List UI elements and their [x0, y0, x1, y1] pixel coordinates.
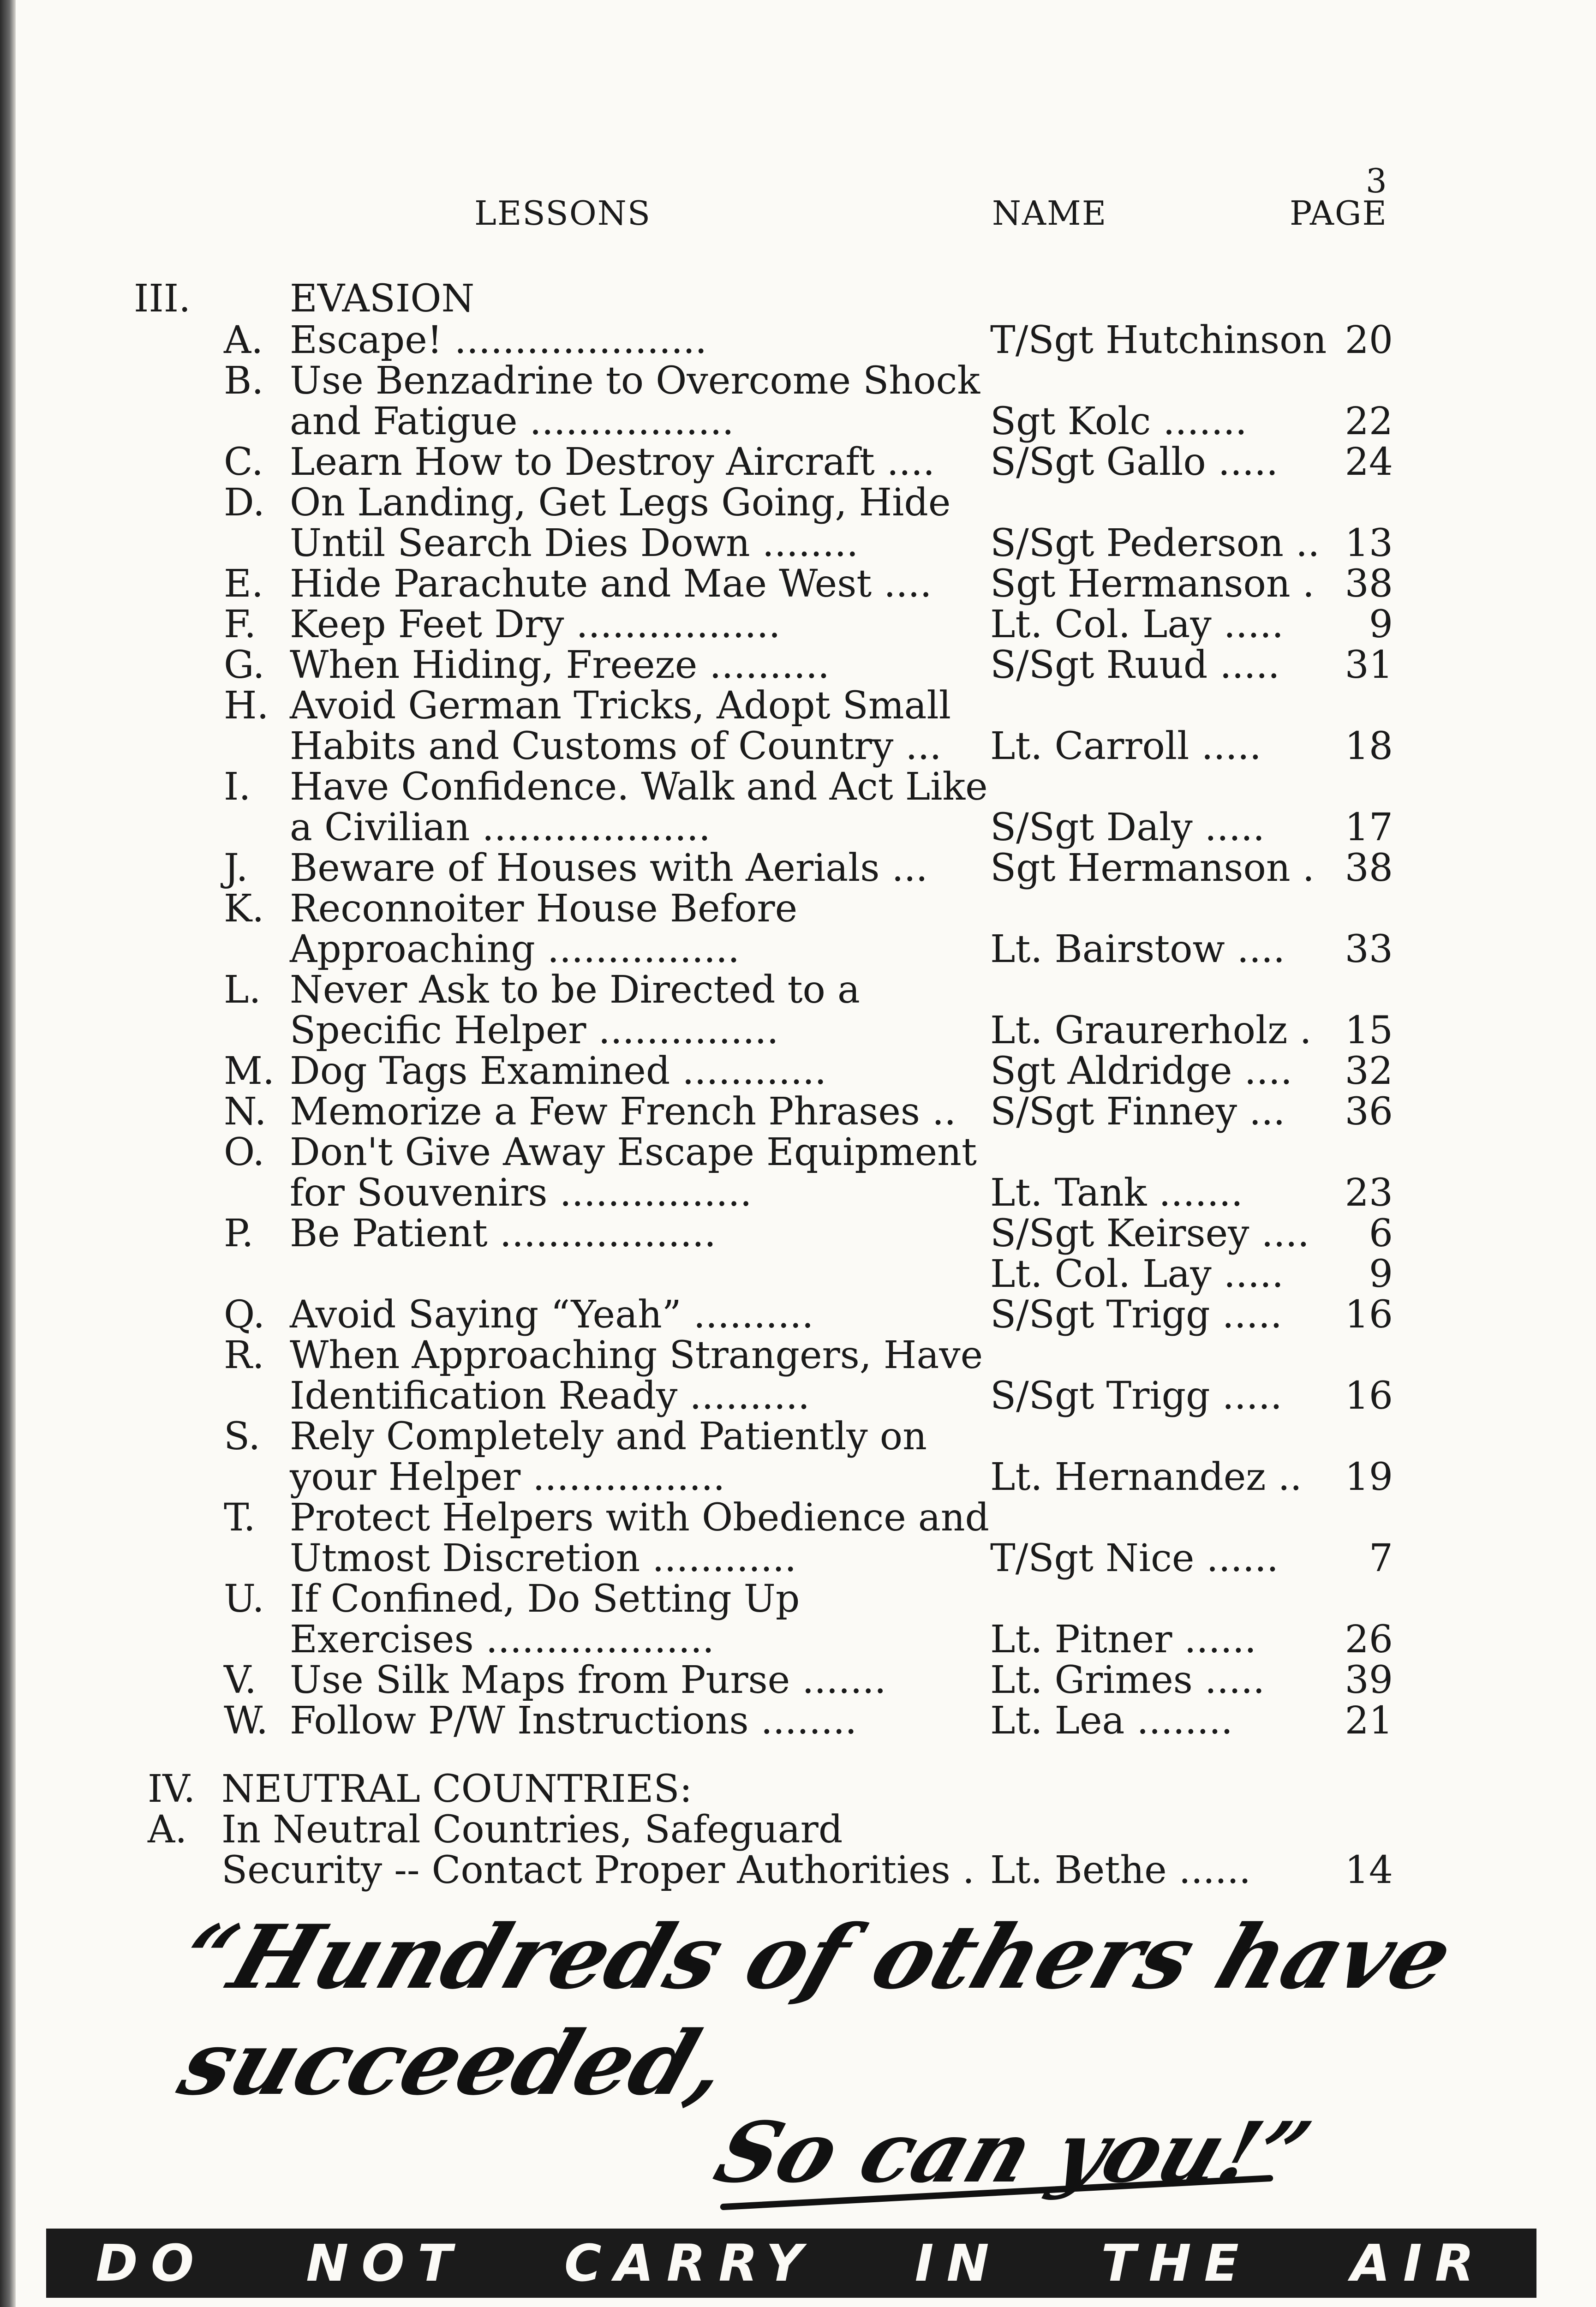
lesson-page: 38 [1345, 846, 1393, 890]
lesson-letter: J. [224, 846, 248, 890]
lesson-letter: A. [148, 1808, 187, 1852]
lesson-line [0, 806, 1596, 849]
lesson-title: Approaching ................ [290, 927, 740, 971]
lesson-title: In Neutral Countries, Safeguard [221, 1808, 843, 1852]
section-3-numeral: III. [134, 277, 191, 321]
banner-word: THE [1101, 2234, 1252, 2293]
lesson-line [0, 1536, 1596, 1580]
lesson-author: Lt. Pitner ...... [990, 1618, 1256, 1662]
lesson-author: S/Sgt Ruud ..... [990, 643, 1280, 687]
lesson-page: 26 [1345, 1618, 1393, 1662]
lesson-author: Lt. Bairstow .... [990, 927, 1285, 971]
lesson-author: Sgt Kolc ....... [990, 400, 1247, 443]
lesson-title: Hide Parachute and Mae West .... [290, 562, 932, 606]
lesson-line [0, 1699, 1596, 1743]
lesson-page: 7 [1369, 1536, 1393, 1580]
lesson-title: Be Patient .................. [290, 1212, 716, 1255]
lesson-author: S/Sgt Trigg ..... [990, 1374, 1282, 1418]
lesson-page: 22 [1345, 400, 1393, 443]
lesson-title: Protect Helpers with Obedience and [290, 1496, 990, 1540]
lesson-author: Lt. Bethe ...... [990, 1848, 1251, 1892]
lesson-line [0, 1658, 1596, 1702]
lesson-line [0, 481, 1596, 525]
header-page: PAGE [1290, 194, 1387, 233]
lesson-line [0, 1049, 1596, 1093]
lesson-page: 9 [1369, 1252, 1393, 1296]
lesson-author: Sgt Hermanson . [990, 562, 1315, 606]
lesson-author: S/Sgt Daly ..... [990, 806, 1265, 849]
lesson-line [0, 643, 1596, 687]
banner-word: IN [915, 2234, 1002, 2293]
section-3-title: EVASION [290, 277, 475, 321]
lesson-author: Lt. Tank ....... [990, 1171, 1243, 1215]
lesson-line [0, 562, 1596, 606]
lesson-title: Utmost Discretion ............ [290, 1536, 797, 1580]
banner-word: DO [96, 2234, 207, 2293]
lesson-title: If Confined, Do Setting Up [290, 1577, 800, 1621]
lesson-letter: P. [224, 1212, 254, 1255]
motto-line-3: So can you!” [704, 2104, 1322, 2201]
lesson-line [0, 1212, 1596, 1255]
lesson-letter: O. [224, 1130, 265, 1174]
lesson-page: 31 [1345, 643, 1393, 687]
lesson-title: Avoid Saying “Yeah” .......... [290, 1293, 814, 1337]
lesson-letter: T. [224, 1496, 256, 1540]
section-4-numeral: IV. [148, 1767, 196, 1811]
lesson-line [0, 1455, 1596, 1499]
lesson-author: Lt. Hernandez .. [990, 1455, 1302, 1499]
warning-banner [46, 2229, 1536, 2298]
lesson-title: and Fatigue ................. [290, 400, 734, 443]
lesson-letter: W. [224, 1699, 269, 1743]
lesson-author: Lt. Carroll ..... [990, 724, 1261, 768]
lesson-author: Lt. Col. Lay ..... [990, 1252, 1284, 1296]
lesson-title: Memorize a Few French Phrases .. [290, 1090, 956, 1134]
lesson-title: Never Ask to be Directed to a [290, 968, 860, 1012]
lesson-page: 15 [1345, 1009, 1393, 1052]
banner-word: NOT [306, 2234, 465, 2293]
lesson-letter: R. [224, 1333, 264, 1377]
lesson-line [0, 400, 1596, 443]
lesson-letter: M. [224, 1049, 275, 1093]
lesson-line [0, 968, 1596, 1012]
lesson-letter: E. [224, 562, 263, 606]
lesson-letter: D. [224, 481, 265, 525]
lesson-title: Habits and Customs of Country ... [290, 724, 942, 768]
lesson-title: Exercises ................... [290, 1618, 714, 1662]
lesson-author: S/Sgt Pederson .. [990, 521, 1320, 565]
lesson-title: Use Benzadrine to Overcome Shock [290, 359, 980, 403]
lesson-author: Sgt Aldridge .... [990, 1049, 1292, 1093]
lesson-line [0, 1293, 1596, 1337]
header-lessons: LESSONS [474, 194, 652, 233]
lesson-author: S/Sgt Trigg ..... [990, 1293, 1282, 1337]
lesson-author: Lt. Lea ........ [990, 1699, 1233, 1743]
lesson-page: 33 [1345, 927, 1393, 971]
lesson-title: Identification Ready .......... [290, 1374, 810, 1418]
lesson-page: 16 [1345, 1293, 1393, 1337]
header-name: NAME [992, 194, 1107, 233]
lesson-title: Have Confidence. Walk and Act Like [290, 765, 988, 809]
lesson-author: Sgt Hermanson . [990, 846, 1315, 890]
lesson-letter: C. [224, 440, 263, 484]
lesson-line [0, 1090, 1596, 1134]
lesson-line [0, 765, 1596, 809]
lesson-title: Don't Give Away Escape Equipment [290, 1130, 977, 1174]
lesson-page: 24 [1345, 440, 1393, 484]
lesson-letter: U. [224, 1577, 264, 1621]
lesson-title: Specific Helper ............... [290, 1009, 779, 1052]
lesson-title: Dog Tags Examined ............ [290, 1049, 827, 1093]
lesson-line [0, 440, 1596, 484]
lesson-line [0, 1374, 1596, 1418]
lesson-letter: F. [224, 603, 257, 646]
lesson-page: 32 [1345, 1049, 1393, 1093]
motto-line-2: succeeded, [167, 2012, 742, 2115]
lesson-title: Reconnoiter House Before [290, 887, 798, 931]
lesson-title: your Helper ................ [290, 1455, 725, 1499]
lesson-line [0, 1415, 1596, 1458]
lesson-line [0, 318, 1596, 362]
lesson-letter: V. [224, 1658, 257, 1702]
lesson-page: 38 [1345, 562, 1393, 606]
lesson-line [0, 1577, 1596, 1621]
lesson-page: 16 [1345, 1374, 1393, 1418]
lesson-title: Learn How to Destroy Aircraft .... [290, 440, 935, 484]
lesson-title: for Souvenirs ................ [290, 1171, 752, 1215]
lesson-author: Lt. Grimes ..... [990, 1658, 1265, 1702]
lesson-letter: H. [224, 684, 269, 728]
lesson-title: When Approaching Strangers, Have [290, 1333, 983, 1377]
lesson-line [0, 927, 1596, 971]
lesson-author: S/Sgt Finney ... [990, 1090, 1285, 1134]
lesson-letter: A. [224, 318, 263, 362]
lesson-letter: K. [224, 887, 264, 931]
lesson-author: Lt. Col. Lay ..... [990, 603, 1284, 646]
lesson-title: On Landing, Get Legs Going, Hide [290, 481, 951, 525]
lesson-page: 6 [1369, 1212, 1393, 1255]
lesson-page: 39 [1345, 1658, 1393, 1702]
lesson-line [0, 1618, 1596, 1662]
banner-word: AIR [1351, 2234, 1487, 2293]
lesson-line [0, 1130, 1596, 1174]
lesson-line [0, 603, 1596, 646]
lesson-line [0, 887, 1596, 931]
lesson-title: Keep Feet Dry ................. [290, 603, 781, 646]
lesson-letter: G. [224, 643, 265, 687]
lesson-line [0, 1848, 1596, 1892]
lesson-page: 17 [1345, 806, 1393, 849]
page-number: 3 [1366, 161, 1387, 200]
lesson-title: When Hiding, Freeze .......... [290, 643, 830, 687]
lesson-line [0, 1496, 1596, 1540]
lesson-page: 14 [1345, 1848, 1393, 1892]
lesson-title: Use Silk Maps from Purse ....... [290, 1658, 886, 1702]
lesson-line [0, 846, 1596, 890]
lesson-author: S/Sgt Keirsey .... [990, 1212, 1309, 1255]
lesson-line [0, 1808, 1596, 1852]
lesson-line [0, 1333, 1596, 1377]
lesson-page: 36 [1345, 1090, 1393, 1134]
lesson-page: 9 [1369, 603, 1393, 646]
lesson-line [0, 1252, 1596, 1296]
banner-word: CARRY [564, 2234, 816, 2293]
lesson-letter: L. [224, 968, 261, 1012]
lesson-line [0, 359, 1596, 403]
lesson-line [0, 724, 1596, 768]
lesson-title: Follow P/W Instructions ........ [290, 1699, 857, 1743]
section-4-title: NEUTRAL COUNTRIES: [221, 1767, 693, 1811]
lesson-title: Security -- Contact Proper Authorities . [221, 1848, 974, 1892]
lesson-page: 18 [1345, 724, 1393, 768]
lesson-page: 20 [1345, 318, 1393, 362]
lesson-letter: S. [224, 1415, 261, 1458]
lesson-line [0, 521, 1596, 565]
lesson-title: Avoid German Tricks, Adopt Small [290, 684, 951, 728]
lesson-line [0, 684, 1596, 728]
lesson-author: Lt. Graurerholz . [990, 1009, 1312, 1052]
lesson-page: 13 [1345, 521, 1393, 565]
lesson-letter: I. [224, 765, 251, 809]
lesson-title: Beware of Houses with Aerials ... [290, 846, 928, 890]
lesson-page: 21 [1345, 1699, 1393, 1743]
lesson-title: Escape! ..................... [290, 318, 707, 362]
lesson-title: Until Search Dies Down ........ [290, 521, 859, 565]
lesson-title: a Civilian ................... [290, 806, 711, 849]
lesson-author: T/Sgt Nice ...... [990, 1536, 1279, 1580]
lesson-letter: B. [224, 359, 264, 403]
lesson-letter: Q. [224, 1293, 265, 1337]
lesson-author: T/Sgt Hutchinson [990, 318, 1327, 362]
lesson-letter: N. [224, 1090, 267, 1134]
lesson-line [0, 1009, 1596, 1052]
lesson-page: 19 [1345, 1455, 1393, 1499]
lesson-author: S/Sgt Gallo ..... [990, 440, 1279, 484]
lesson-page: 23 [1345, 1171, 1393, 1215]
lesson-line [0, 1171, 1596, 1215]
motto-line-1: “Hundreds of others have [167, 1906, 1465, 2008]
lesson-title: Rely Completely and Patiently on [290, 1415, 927, 1458]
